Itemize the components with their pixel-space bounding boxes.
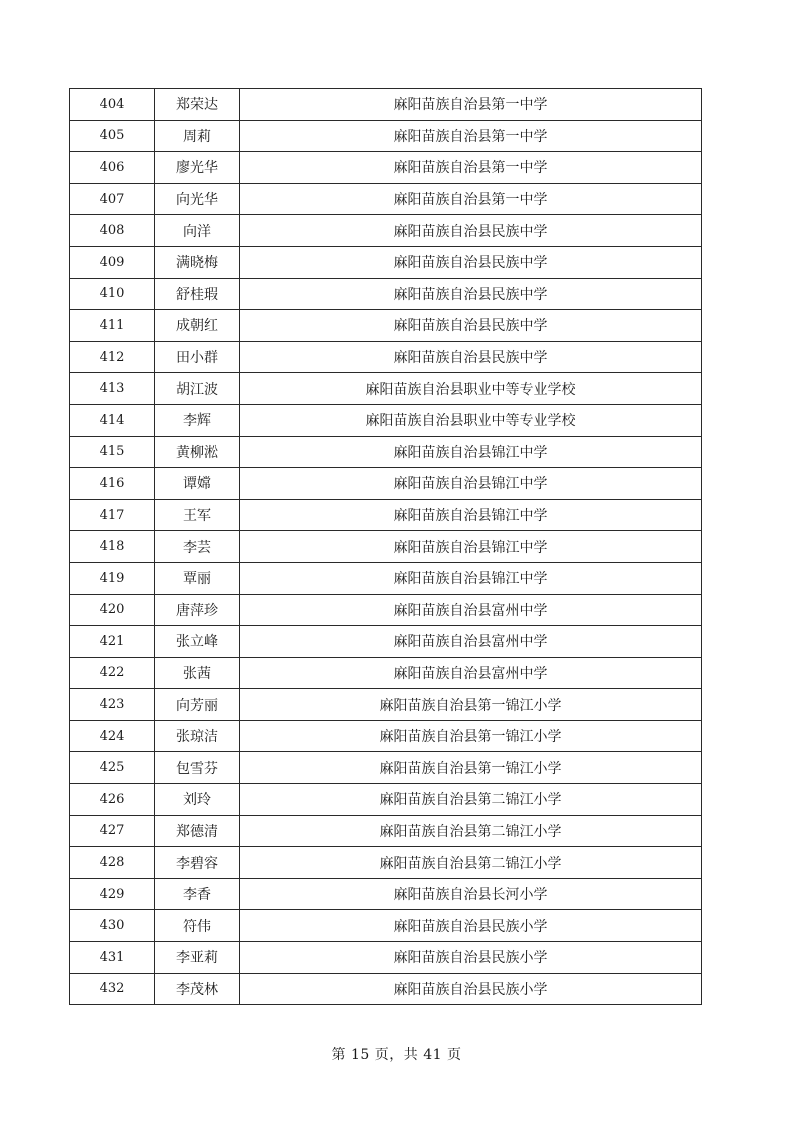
table-row: [70, 784, 702, 816]
name-cell: 李碧容: [155, 847, 240, 879]
row-number-cell: 425: [70, 752, 155, 784]
row-number-cell: 408: [70, 215, 155, 247]
school-cell: 麻阳苗族自治县民族小学: [240, 942, 702, 974]
name-cell: 黄柳淞: [155, 436, 240, 468]
table-row: [70, 878, 702, 910]
school-cell: 麻阳苗族自治县第一锦江小学: [240, 720, 702, 752]
school-cell: 麻阳苗族自治县长河小学: [240, 878, 702, 910]
name-cell: 向洋: [155, 215, 240, 247]
school-cell: 麻阳苗族自治县锦江中学: [240, 468, 702, 500]
table-row: [70, 815, 702, 847]
name-cell: 胡江波: [155, 373, 240, 405]
row-number-cell: 424: [70, 720, 155, 752]
name-cell: 成朝红: [155, 310, 240, 342]
school-cell: 麻阳苗族自治县锦江中学: [240, 562, 702, 594]
row-number-cell: 415: [70, 436, 155, 468]
table-row: [70, 120, 702, 152]
row-number-cell: 422: [70, 657, 155, 689]
name-cell: 李亚莉: [155, 942, 240, 974]
row-number-cell: 416: [70, 468, 155, 500]
table-row: [70, 373, 702, 405]
school-cell: 麻阳苗族自治县第二锦江小学: [240, 784, 702, 816]
name-cell: 李辉: [155, 404, 240, 436]
school-cell: 麻阳苗族自治县民族中学: [240, 215, 702, 247]
table-row: [70, 468, 702, 500]
row-number-cell: 417: [70, 499, 155, 531]
roster-table-body: [70, 89, 702, 1005]
row-number-cell: 426: [70, 784, 155, 816]
school-cell: 麻阳苗族自治县锦江中学: [240, 499, 702, 531]
row-number-cell: 405: [70, 120, 155, 152]
table-row: [70, 847, 702, 879]
row-number-cell: 432: [70, 973, 155, 1005]
roster-table: [69, 88, 702, 1005]
school-cell: 麻阳苗族自治县第一中学: [240, 152, 702, 184]
name-cell: 唐萍珍: [155, 594, 240, 626]
school-cell: 麻阳苗族自治县第一锦江小学: [240, 689, 702, 721]
table-row: [70, 152, 702, 184]
name-cell: 李芸: [155, 531, 240, 563]
school-cell: 麻阳苗族自治县职业中等专业学校: [240, 373, 702, 405]
row-number-cell: 419: [70, 562, 155, 594]
table-row: [70, 973, 702, 1005]
row-number-cell: 428: [70, 847, 155, 879]
school-cell: 麻阳苗族自治县职业中等专业学校: [240, 404, 702, 436]
row-number-cell: 409: [70, 246, 155, 278]
row-number-cell: 421: [70, 626, 155, 658]
table-row: [70, 626, 702, 658]
table-row: [70, 341, 702, 373]
name-cell: 田小群: [155, 341, 240, 373]
name-cell: 包雪芬: [155, 752, 240, 784]
name-cell: 郑德清: [155, 815, 240, 847]
row-number-cell: 404: [70, 89, 155, 121]
school-cell: 麻阳苗族自治县民族中学: [240, 246, 702, 278]
table-row: [70, 910, 702, 942]
table-row: [70, 436, 702, 468]
name-cell: 刘玲: [155, 784, 240, 816]
school-cell: 麻阳苗族自治县锦江中学: [240, 436, 702, 468]
name-cell: 廖光华: [155, 152, 240, 184]
school-cell: 麻阳苗族自治县富州中学: [240, 626, 702, 658]
table-row: [70, 404, 702, 436]
table-row: [70, 689, 702, 721]
row-number-cell: 411: [70, 310, 155, 342]
school-cell: 麻阳苗族自治县第二锦江小学: [240, 815, 702, 847]
name-cell: 周莉: [155, 120, 240, 152]
row-number-cell: 414: [70, 404, 155, 436]
table-row: [70, 594, 702, 626]
table-row: [70, 215, 702, 247]
name-cell: 向芳丽: [155, 689, 240, 721]
table-row: [70, 942, 702, 974]
table-row: [70, 720, 702, 752]
row-number-cell: 423: [70, 689, 155, 721]
name-cell: 郑荣达: [155, 89, 240, 121]
row-number-cell: 427: [70, 815, 155, 847]
school-cell: 麻阳苗族自治县锦江中学: [240, 531, 702, 563]
school-cell: 麻阳苗族自治县民族小学: [240, 910, 702, 942]
row-number-cell: 412: [70, 341, 155, 373]
school-cell: 麻阳苗族自治县第一锦江小学: [240, 752, 702, 784]
name-cell: 李茂林: [155, 973, 240, 1005]
table-row: [70, 246, 702, 278]
row-number-cell: 430: [70, 910, 155, 942]
table-row: [70, 531, 702, 563]
row-number-cell: 410: [70, 278, 155, 310]
name-cell: 王军: [155, 499, 240, 531]
school-cell: 麻阳苗族自治县富州中学: [240, 657, 702, 689]
name-cell: 李香: [155, 878, 240, 910]
school-cell: 麻阳苗族自治县第一中学: [240, 120, 702, 152]
school-cell: 麻阳苗族自治县民族中学: [240, 341, 702, 373]
school-cell: 麻阳苗族自治县第一中学: [240, 89, 702, 121]
page-number-footer: 第 15 页，共 41 页: [331, 1047, 462, 1063]
table-row: [70, 562, 702, 594]
table-row: [70, 183, 702, 215]
name-cell: 覃丽: [155, 562, 240, 594]
name-cell: 向光华: [155, 183, 240, 215]
school-cell: 麻阳苗族自治县民族中学: [240, 278, 702, 310]
row-number-cell: 418: [70, 531, 155, 563]
name-cell: 张立峰: [155, 626, 240, 658]
name-cell: 满晓梅: [155, 246, 240, 278]
table-row: [70, 657, 702, 689]
row-number-cell: 431: [70, 942, 155, 974]
table-row: [70, 499, 702, 531]
table-row: [70, 89, 702, 121]
name-cell: 张琼洁: [155, 720, 240, 752]
table-row: [70, 752, 702, 784]
name-cell: 谭嫦: [155, 468, 240, 500]
table-row: [70, 310, 702, 342]
table-row: [70, 278, 702, 310]
name-cell: 符伟: [155, 910, 240, 942]
row-number-cell: 420: [70, 594, 155, 626]
school-cell: 麻阳苗族自治县富州中学: [240, 594, 702, 626]
school-cell: 麻阳苗族自治县第一中学: [240, 183, 702, 215]
row-number-cell: 429: [70, 878, 155, 910]
row-number-cell: 407: [70, 183, 155, 215]
row-number-cell: 406: [70, 152, 155, 184]
name-cell: 舒桂瑕: [155, 278, 240, 310]
school-cell: 麻阳苗族自治县第二锦江小学: [240, 847, 702, 879]
school-cell: 麻阳苗族自治县民族中学: [240, 310, 702, 342]
school-cell: 麻阳苗族自治县民族小学: [240, 973, 702, 1005]
name-cell: 张茜: [155, 657, 240, 689]
row-number-cell: 413: [70, 373, 155, 405]
